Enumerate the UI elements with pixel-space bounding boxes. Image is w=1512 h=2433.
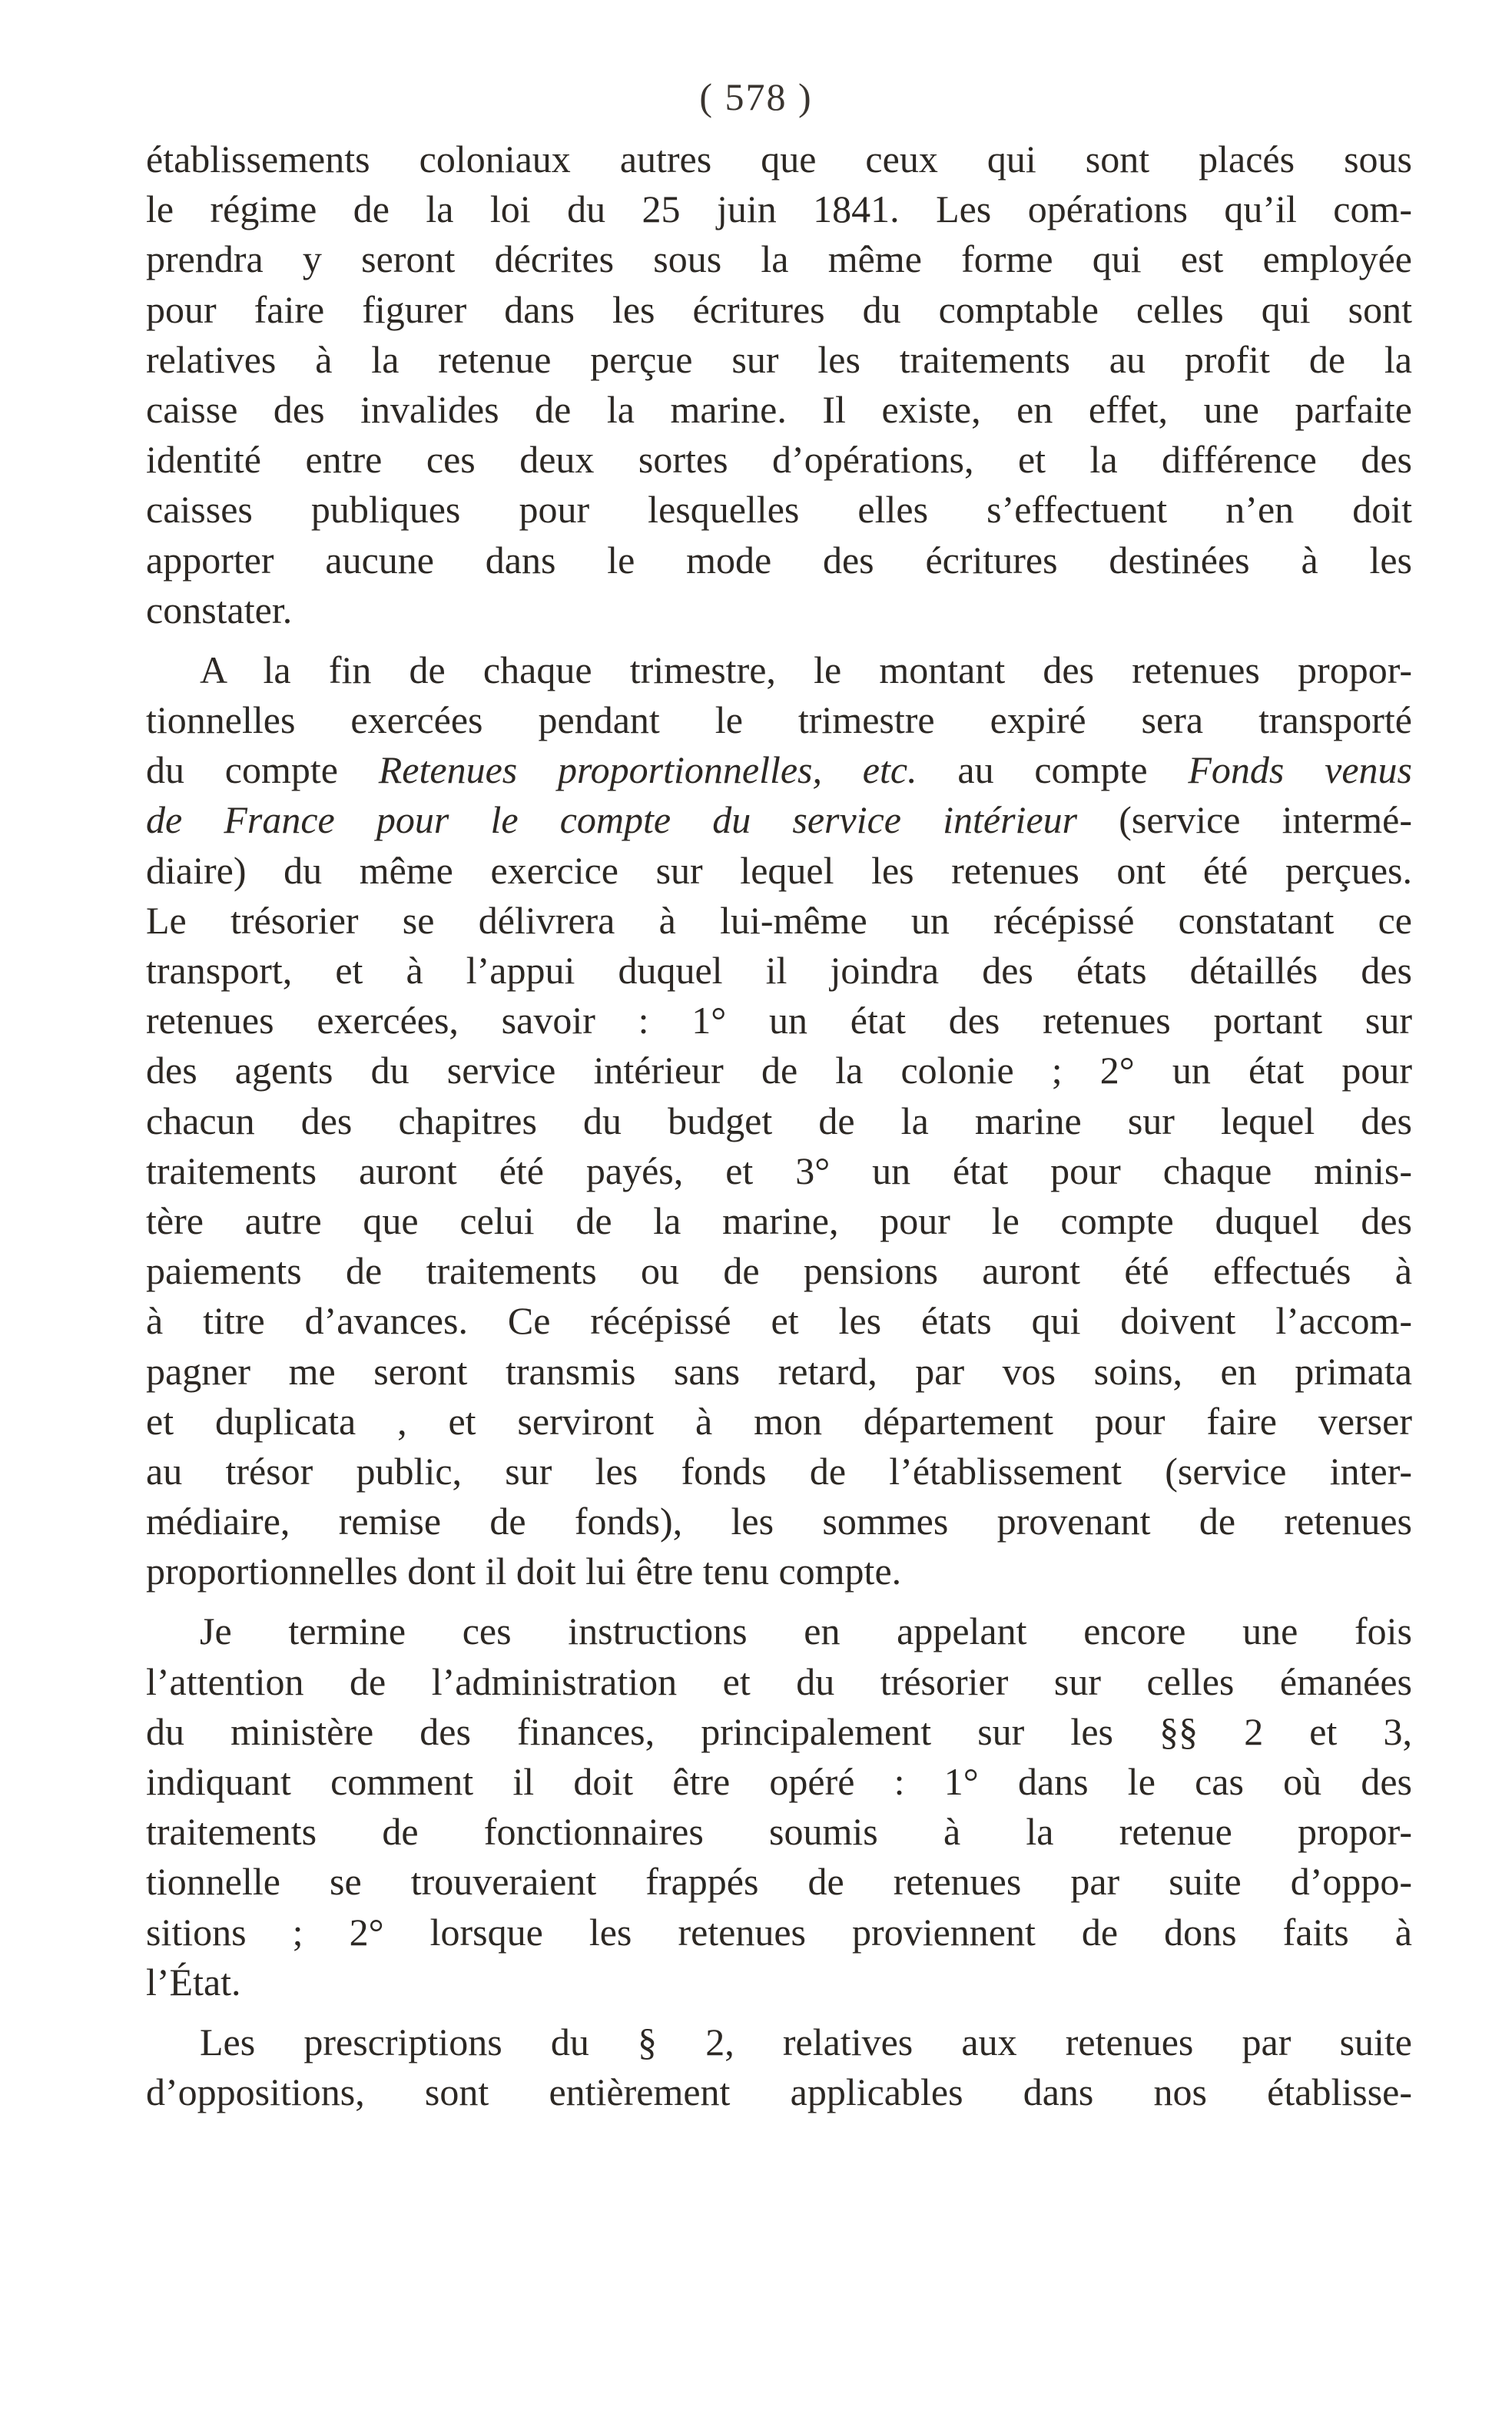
page-number: ( 578 ) [699, 75, 813, 118]
text-line: apporter aucune dans le mode des écritures destinées à les [146, 538, 1412, 582]
text-line: chacun des chapitres du budget de la marine sur lequel des [146, 1099, 1412, 1142]
text-line: pagner me seront transmis sans retard, par vos soins, en primata [146, 1349, 1412, 1393]
text-line: Le trésorier se délivrera à lui-même un récépissé constatant ce [146, 898, 1412, 942]
paragraph-gap [146, 2007, 1412, 2017]
text-line: prendra y seront décrites sous la même forme qui est employée [146, 237, 1412, 281]
text-line: indiquant comment il doit être opéré : 1° dans le cas où des [146, 1760, 1412, 1803]
text-line: traitements auront été payés, et 3° un état pour chaque minis- [146, 1149, 1412, 1192]
text-line: à titre d’avances. Ce récépissé et les états qui doivent l’accom- [146, 1299, 1412, 1343]
italic-text-run: de France pour le compte du service intérieur [146, 798, 1078, 842]
paragraph-gap [146, 635, 1412, 645]
italic-text-run: Retenues proportionnelles, etc. [378, 748, 917, 792]
text-line: pour faire figurer dans les écritures du comptable celles qui sont [146, 287, 1412, 331]
text-line: au trésor public, sur les fonds de l’établissement (service inter- [146, 1449, 1412, 1493]
text-line: relatives à la retenue perçue sur les traitements au profit de la [146, 337, 1412, 381]
text-run: au compte [917, 748, 1189, 792]
text-line: retenues exercées, savoir : 1° un état des retenues portant sur [146, 999, 1412, 1042]
text-line-mixed [146, 745, 1412, 795]
text-line: établissements coloniaux autres que ceux qui sont placés sous [146, 138, 1412, 181]
text-line: médiaire, remise de fonds), les sommes provenant de retenues [146, 1500, 1412, 1543]
text-line: tionnelle se trouveraient frappés de retenues par suite d’oppo- [146, 1860, 1412, 1904]
text-run: (service intermé- [1077, 798, 1412, 842]
text-line: sitions ; 2° lorsque les retenues proviennent de dons faits à [146, 1910, 1412, 1954]
text-line: diaire) du même exercice sur lequel les retenues ont été perçues. [146, 848, 1412, 892]
text-line: paiements de traitements ou de pensions auront été effectués à [146, 1249, 1412, 1293]
text-line: Je termine ces instructions en appelant encore une fois [200, 1609, 1412, 1653]
text-line: transport, et à l’appui duquel il joindra des états détaillés des [146, 949, 1412, 992]
paragraph-2 [146, 645, 1412, 1597]
text-line: A la fin de chaque trimestre, le montant des retenues propor- [200, 648, 1412, 691]
text-line: tionnelles exercées pendant le trimestre expiré sera transporté [146, 698, 1412, 742]
paragraph-1 [146, 134, 1412, 635]
text-line: et duplicata , et serviront à mon département pour faire verser [146, 1399, 1412, 1443]
text-line: Les prescriptions du § 2, relatives aux retenues par suite [200, 2020, 1412, 2063]
text-line: tère autre que celui de la marine, pour le compte duquel des [146, 1198, 1412, 1242]
text-line: des agents du service intérieur de la colonie ; 2° un état pour [146, 1049, 1412, 1092]
italic-text-run: Fonds venus [1188, 748, 1412, 792]
text-run: du compte [146, 748, 379, 792]
text-line: l’attention de l’administration et du trésorier sur celles émanées [146, 1659, 1412, 1703]
text-line: identité entre ces deux sortes d’opérations, et la différence des [146, 438, 1412, 482]
text-line-mixed [146, 795, 1412, 845]
paragraph-3 [146, 1606, 1412, 2007]
body-text [146, 134, 1412, 2117]
text-line: constater. [146, 588, 293, 631]
paragraph-4 [146, 2017, 1412, 2117]
text-line: le régime de la loi du 25 juin 1841. Les opérations qu’il com- [146, 187, 1412, 231]
text-line: d’oppositions, sont entièrement applicables dans nos établisse- [146, 2070, 1412, 2114]
text-line: caisses publiques pour lesquelles elles s’effectuent n’en doit [146, 488, 1412, 532]
paragraph-gap [146, 1596, 1412, 1606]
text-line: caisse des invalides de la marine. Il existe, en effet, une parfaite [146, 387, 1412, 431]
text-line: du ministère des finances, principalement sur les §§ 2 et 3, [146, 1709, 1412, 1753]
text-line: proportionnelles dont il doit lui être tenu compte. [146, 1550, 902, 1593]
text-line: l’État. [146, 1960, 241, 2004]
text-line: traitements de fonctionnaires soumis à la retenue propor- [146, 1810, 1412, 1854]
